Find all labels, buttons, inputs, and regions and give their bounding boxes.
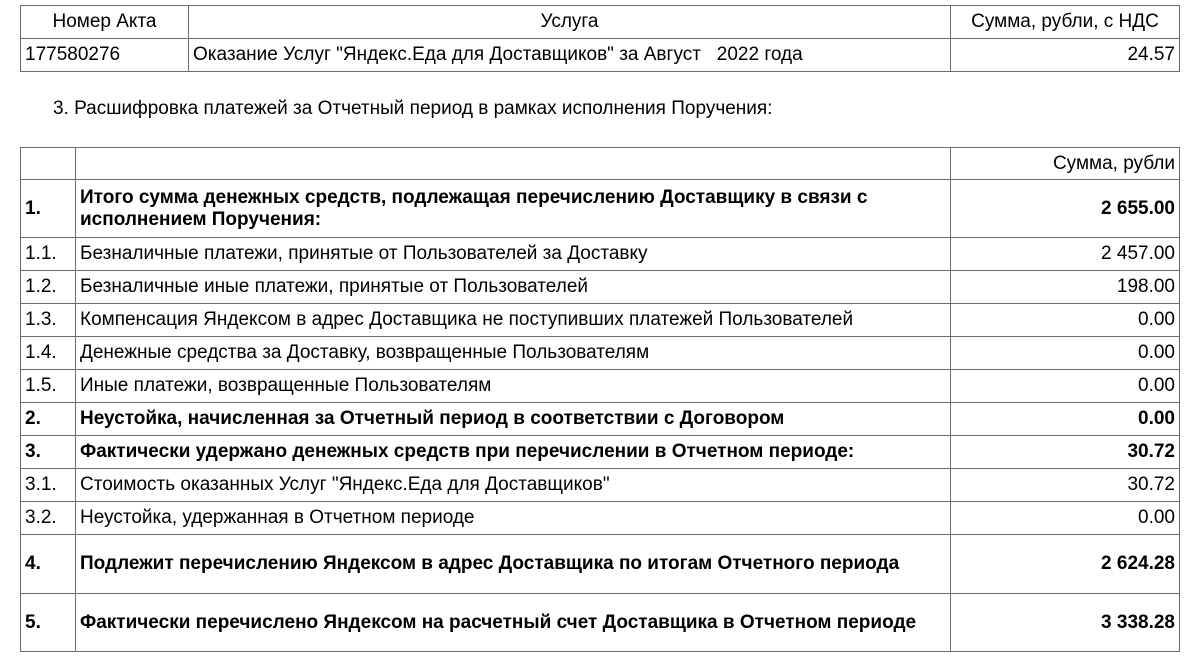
row-number: 5. [21, 594, 76, 652]
row-label: Стоимость оказанных Услуг "Яндекс.Еда для Доставщиков" [76, 469, 951, 502]
row-number: 3.1. [21, 469, 76, 502]
row-number: 4. [21, 535, 76, 594]
header-amount: Сумма, рубли [951, 148, 1180, 180]
row-label: Безналичные платежи, принятые от Пользователей за Доставку [76, 238, 951, 271]
row-label: Денежные средства за Доставку, возвращенные Пользователям [76, 337, 951, 370]
row-amount: 2 624.28 [951, 535, 1180, 594]
acts-table [20, 5, 1180, 72]
act-amount: 24.57 [951, 39, 1180, 72]
row-amount: 0.00 [951, 337, 1180, 370]
row-label: Подлежит перечислению Яндексом в адрес Доставщика по итогам Отчетного периода [76, 535, 951, 594]
row-label: Неустойка, начисленная за Отчетный период в соответствии с Договором [76, 403, 951, 436]
row-number: 3. [21, 436, 76, 469]
row-amount: 3 338.28 [951, 594, 1180, 652]
table-row [21, 370, 1180, 403]
row-number: 3.2. [21, 502, 76, 535]
row-number: 2. [21, 403, 76, 436]
row-amount: 198.00 [951, 271, 1180, 304]
header-act-number: Номер Акта [21, 6, 189, 39]
row-amount: 30.72 [951, 436, 1180, 469]
table-row [21, 594, 1180, 652]
table-row [21, 39, 1180, 72]
row-label: Неустойка, удержанная в Отчетном периоде [76, 502, 951, 535]
header-amount-vat: Сумма, рубли, с НДС [951, 6, 1180, 39]
act-service: Оказание Услуг "Яндекс.Еда для Доставщиков" за Август 2022 года [189, 39, 951, 72]
table-row [21, 403, 1180, 436]
row-number: 1.1. [21, 238, 76, 271]
row-number: 1.5. [21, 370, 76, 403]
row-amount: 0.00 [951, 403, 1180, 436]
table-row [21, 502, 1180, 535]
payments-table-header [21, 148, 1180, 180]
row-amount: 0.00 [951, 304, 1180, 337]
row-label: Фактически удержано денежных средств при перечислении в Отчетном периоде: [76, 436, 951, 469]
row-label: Иные платежи, возвращенные Пользователям [76, 370, 951, 403]
payments-table [20, 147, 1180, 652]
table-row [21, 304, 1180, 337]
row-label: Безналичные иные платежи, принятые от Пользователей [76, 271, 951, 304]
table-row [21, 535, 1180, 594]
row-amount: 30.72 [951, 469, 1180, 502]
table-row [21, 436, 1180, 469]
row-number: 1. [21, 180, 76, 238]
table-row [21, 238, 1180, 271]
row-label: Итого сумма денежных средств, подлежащая перечислению Доставщику в связи с исполнением Поручения: [76, 180, 951, 238]
table-row [21, 337, 1180, 370]
header-service: Услуга [189, 6, 951, 39]
row-amount: 0.00 [951, 370, 1180, 403]
row-label: Фактически перечислено Яндексом на расчетный счет Доставщика в Отчетном периоде [76, 594, 951, 652]
table-row [21, 271, 1180, 304]
row-number: 1.4. [21, 337, 76, 370]
row-amount: 2 457.00 [951, 238, 1180, 271]
row-number: 1.2. [21, 271, 76, 304]
header-num [21, 148, 76, 180]
row-amount: 0.00 [951, 502, 1180, 535]
row-amount: 2 655.00 [951, 180, 1180, 238]
table-row [21, 469, 1180, 502]
act-number: 177580276 [21, 39, 189, 72]
section-heading: 3. Расшифровка платежей за Отчетный период в рамках исполнения Поручения: [53, 98, 773, 119]
acts-table-header [21, 6, 1180, 39]
row-number: 1.3. [21, 304, 76, 337]
table-row [21, 180, 1180, 238]
header-label [76, 148, 951, 180]
row-label: Компенсация Яндексом в адрес Доставщика не поступивших платежей Пользователей [76, 304, 951, 337]
